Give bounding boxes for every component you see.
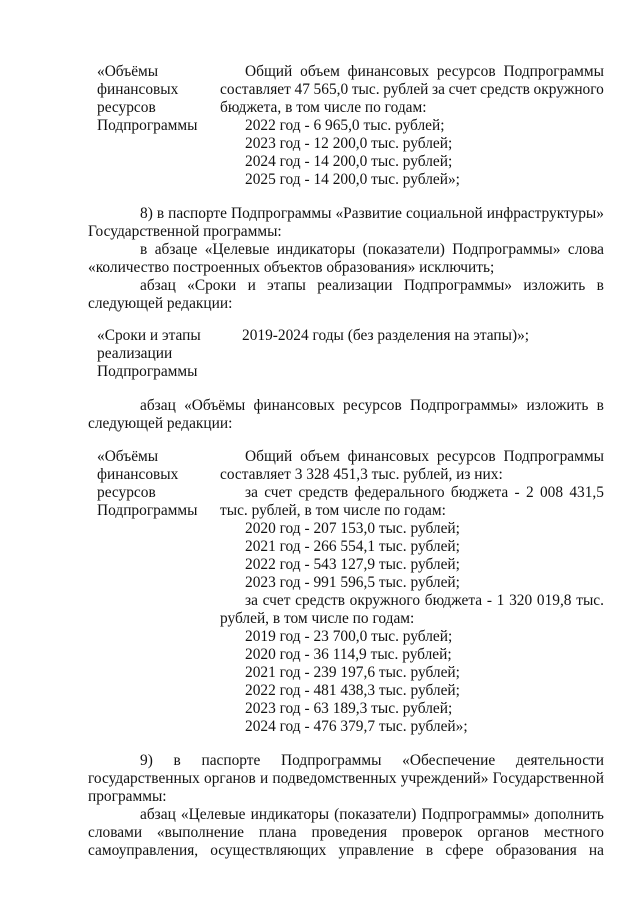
text-line: Общий объем финансовых ресурсов Подпрограммы	[245, 63, 604, 80]
text-line: государственных органов и подведомственных учреждений» Государственной	[88, 770, 604, 787]
text-line: самоуправления, осуществляющих управление в сфере образования на	[88, 842, 604, 859]
text-line: словами «выполнение плана проведения проверок органов местного	[88, 824, 604, 841]
text-line: 2022 год - 543 127,9 тыс. рублей;	[245, 556, 460, 573]
text-line: Подпрограммы	[97, 363, 198, 380]
text-line: финансовых	[97, 466, 179, 483]
text-line: абзац «Сроки и этапы реализации Подпрограммы» изложить в	[140, 277, 604, 294]
text-line: финансовых	[97, 81, 179, 98]
text-line: рублей, в том числе по годам:	[220, 610, 415, 627]
text-line: составляет 47 565,0 тыс. рублей за счет средств окружного	[220, 81, 604, 98]
text-line: 2020 год - 36 114,9 тыс. рублей;	[245, 646, 452, 663]
text-line: реализации	[97, 345, 173, 362]
text-line: Подпрограммы	[97, 117, 198, 134]
text-line: 2022 год - 481 438,3 тыс. рублей;	[245, 682, 460, 699]
text-line: за счет средств федерального бюджета - 2 008 431,5	[245, 484, 604, 501]
text-line: «Объёмы	[97, 63, 159, 80]
text-line: 2023 год - 63 189,3 тыс. рублей;	[245, 700, 453, 717]
text-line: следующей редакции:	[88, 295, 233, 312]
text-line: 2019-2024 годы (без разделения на этапы)»;	[242, 327, 530, 344]
text-line: «Объёмы	[97, 448, 159, 465]
text-line: бюджета, в том числе по годам:	[220, 99, 427, 116]
text-line: абзац «Объёмы финансовых ресурсов Подпрограммы» изложить в	[140, 397, 604, 414]
text-line: ресурсов	[97, 484, 156, 501]
text-line: «количество построенных объектов образования» исключить;	[88, 259, 495, 276]
text-line: абзац «Целевые индикаторы (показатели) Подпрограммы» дополнить	[140, 806, 604, 823]
text-line: 2024 год - 476 379,7 тыс. рублей»;	[245, 718, 468, 735]
text-line: 2023 год - 991 596,5 тыс. рублей;	[245, 574, 460, 591]
text-line: 2022 год - 6 965,0 тыс. рублей;	[245, 117, 445, 134]
text-line: 2020 год - 207 153,0 тыс. рублей;	[245, 520, 460, 537]
text-line: ресурсов	[97, 99, 156, 116]
text-line: в абзаце «Целевые индикаторы (показатели) Подпрограммы» слова	[140, 241, 604, 258]
text-line: 9) в паспорте Подпрограммы «Обеспечение деятельности	[140, 752, 604, 769]
text-line: 2021 год - 266 554,1 тыс. рублей;	[245, 538, 460, 555]
text-line: Общий объем финансовых ресурсов Подпрограммы	[245, 448, 604, 465]
text-line: 8) в паспорте Подпрограммы «Развитие социальной инфраструктуры»	[140, 205, 604, 222]
text-line: следующей редакции:	[88, 415, 233, 432]
text-line: 2025 год - 14 200,0 тыс. рублей»;	[245, 171, 460, 188]
text-line: Государственной программы:	[88, 223, 282, 240]
text-line: тыс. рублей, в том числе по годам:	[220, 502, 446, 519]
text-line: Подпрограммы	[97, 502, 198, 519]
text-line: 2021 год - 239 197,6 тыс. рублей;	[245, 664, 460, 681]
text-line: «Сроки и этапы	[97, 327, 201, 344]
text-line: 2023 год - 12 200,0 тыс. рублей;	[245, 135, 453, 152]
text-line: 2024 год - 14 200,0 тыс. рублей;	[245, 153, 453, 170]
text-line: 2019 год - 23 700,0 тыс. рублей;	[245, 628, 453, 645]
text-line: составляет 3 328 451,3 тыс. рублей, из них:	[220, 466, 503, 483]
text-line: за счет средств окружного бюджета - 1 320 019,8 тыс.	[245, 592, 604, 609]
text-line: программы:	[88, 788, 167, 805]
